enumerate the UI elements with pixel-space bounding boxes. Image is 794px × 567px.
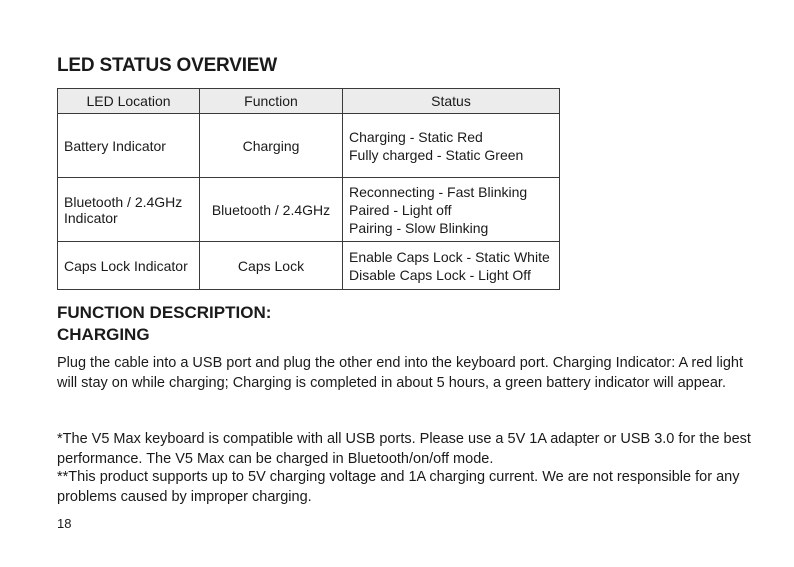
voltage-note: **This product supports up to 5V charging voltage and 1A charging current. We are not responsible for any problems caused by improper charging. [57,469,740,505]
header-function: Function [200,89,343,114]
status-line: Pairing - Slow Blinking [349,219,489,236]
status-line: Paired - Light off [349,201,452,218]
cell-text: Bluetooth / 2.4GHz [64,193,183,210]
status-line: Reconnecting - Fast Blinking [349,183,528,200]
page-number: 18 [57,516,72,531]
status-cell [343,178,560,242]
page-title: LED STATUS OVERVIEW [57,55,277,76]
table-row [58,114,560,178]
status-line: Disable Caps Lock - Light Off [349,266,531,283]
led-location-cell [58,114,200,178]
function-cell: Bluetooth / 2.4GHz [200,178,343,242]
charging-paragraph: Plug the cable into a USB port and plug the other end into the keyboard port. Charging Indicator: A red light will stay on while charging; Charging is completed in about 5 hours, a green battery indicator will appear. [57,355,743,391]
status-line: Enable Caps Lock - Static White [349,248,550,265]
status-cell [343,242,560,290]
status-cell [343,114,560,178]
led-location-cell [58,178,200,242]
table-header-row [58,89,560,114]
table-row [58,242,560,290]
status-line: Fully charged - Static Green [349,146,524,163]
charging-heading: CHARGING [57,325,150,344]
cell-text: Caps Lock Indicator [64,257,188,274]
led-location-cell [58,242,200,290]
status-line: Charging - Static Red [349,128,483,145]
header-led-location: LED Location [58,89,200,114]
table-row [58,178,560,242]
compatibility-note: *The V5 Max keyboard is compatible with all USB ports. Please use a 5V 1A adapter or USB 3.0 for the best performance. The V5 Max can be charged in Bluetooth/on/off mode. [57,431,751,467]
header-status: Status [343,89,560,114]
function-description-heading: FUNCTION DESCRIPTION: [57,303,272,322]
function-cell: Charging [200,114,343,178]
led-status-table [57,88,560,290]
function-cell: Caps Lock [200,242,343,290]
cell-text: Battery Indicator [64,137,166,154]
cell-text: Indicator [64,209,118,226]
